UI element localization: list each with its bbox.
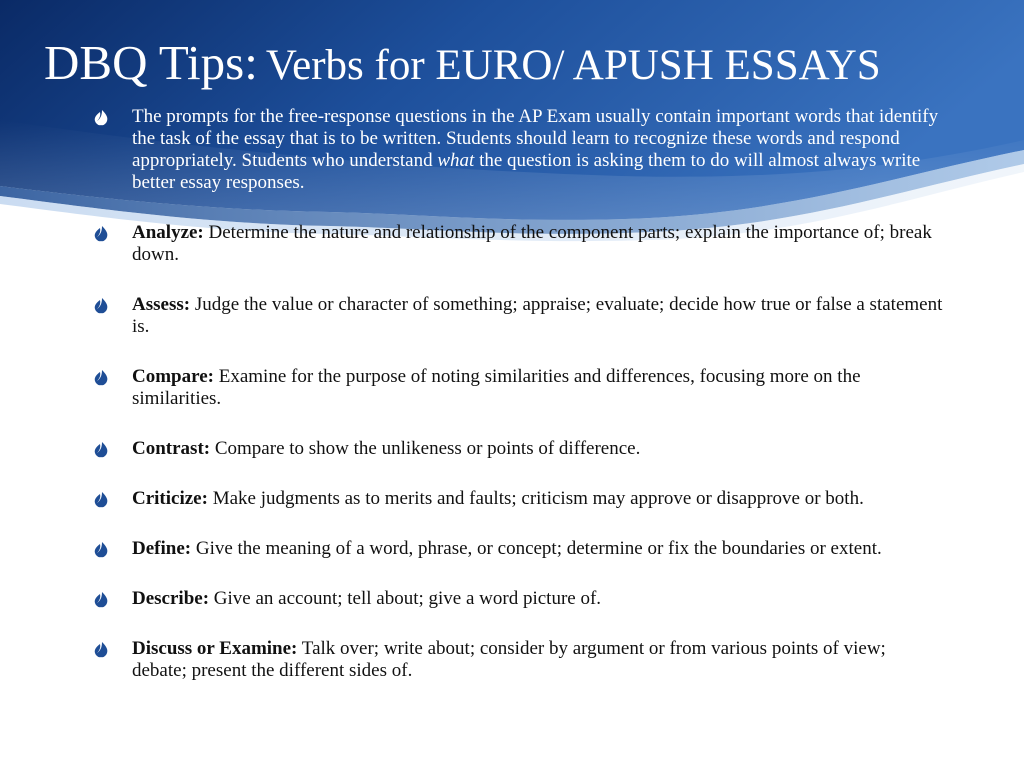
leaf-bullet-icon (94, 298, 108, 314)
term-definition: Make judgments as to merits and faults; criticism may approve or disapprove or both. (207, 488, 864, 509)
intro-text-before: The prompts for the free-response questions in the AP Exam usually contain important words that identify the task of the essay that is to be written. Students should learn to recognize these words and respond appropriately. Students who understand (132, 106, 939, 171)
term-item-compare (94, 366, 944, 410)
leaf-bullet-icon (94, 642, 108, 658)
leaf-bullet-icon (94, 492, 108, 508)
term-item-assess (94, 294, 944, 338)
term-label: Describe: (132, 588, 210, 609)
term-definition: Give an account; tell about; give a word picture of. (209, 588, 602, 609)
term-label: Analyze: (132, 222, 204, 243)
term-item-define (94, 538, 944, 560)
term-label: Contrast: (132, 438, 211, 459)
term-item-contrast (94, 438, 944, 460)
title-sub: Verbs for EURO/ APUSH ESSAYS (265, 42, 881, 89)
term-label: Define: (132, 538, 192, 559)
leaf-bullet-icon (94, 226, 108, 242)
term-definition: Determine the nature and relationship of the component parts; explain the importance of; break down. (132, 222, 932, 265)
term-label: Criticize: (132, 488, 208, 509)
term-definition: Judge the value or character of something; appraise; evaluate; decide how true or false a statement is. (132, 294, 943, 337)
term-definition: Give the meaning of a word, phrase, or concept; determine or fix the boundaries or extent. (191, 538, 882, 559)
term-label: Compare: (132, 366, 214, 387)
term-item-analyze (94, 222, 944, 266)
bullet-list (94, 106, 944, 710)
term-item-discuss-or-examine (94, 638, 944, 682)
term-label: Assess: (132, 294, 191, 315)
intro-text-after: the question is asking them to do will almost always write better essay responses. (132, 150, 921, 193)
leaf-bullet-icon (94, 542, 108, 558)
title-main: DBQ Tips: (44, 35, 258, 90)
leaf-bullet-icon (94, 370, 108, 386)
term-definition: Examine for the purpose of noting similarities and differences, focusing more on the similarities. (132, 366, 861, 409)
term-item-criticize (94, 488, 944, 510)
term-label: Discuss or Examine: (132, 638, 298, 659)
slide-title (44, 36, 881, 90)
term-item-describe (94, 588, 944, 610)
term-definition: Compare to show the unlikeness or points of difference. (210, 438, 641, 459)
intro-text-emphasis: what (437, 150, 475, 171)
leaf-bullet-icon (94, 592, 108, 608)
intro-paragraph (94, 106, 944, 194)
term-definition: Talk over; write about; consider by argument or from various points of view; debate; present the different sides of. (132, 638, 886, 681)
leaf-bullet-icon (94, 110, 108, 126)
leaf-bullet-icon (94, 442, 108, 458)
